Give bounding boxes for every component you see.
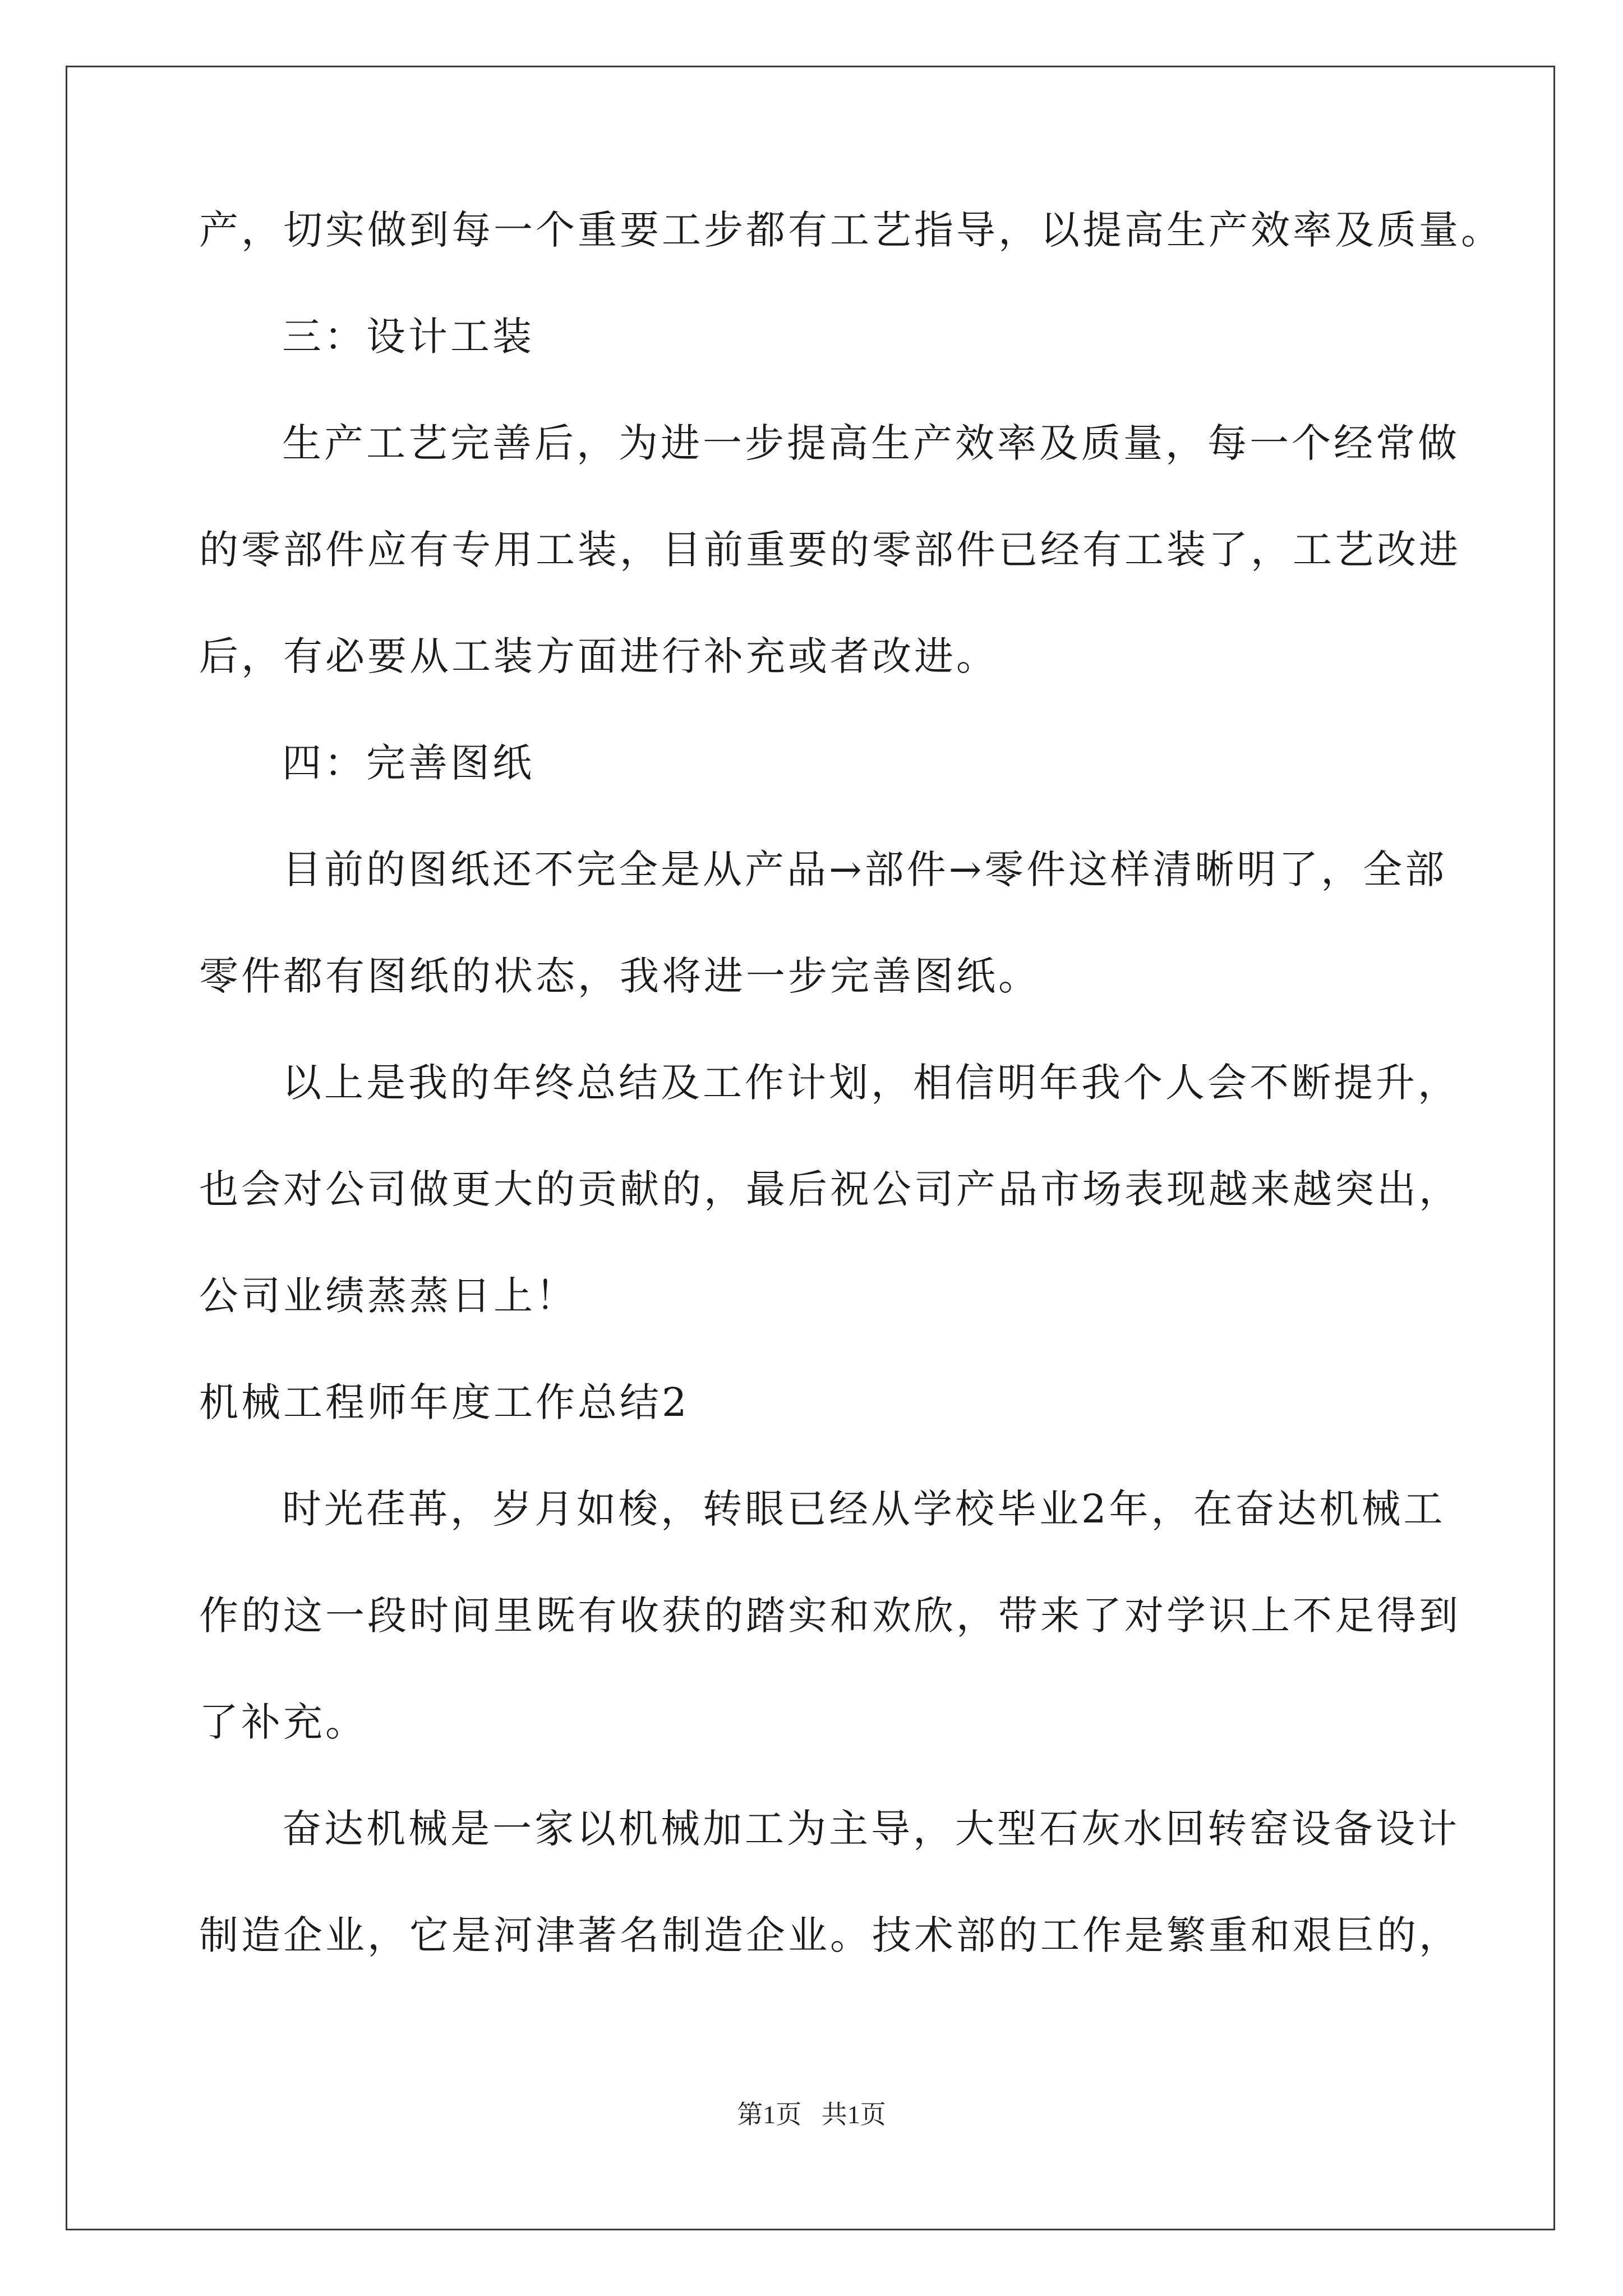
- text-line: 制造企业，它是河津著名制造企业。技术部的工作是繁重和艰巨的，: [199, 1912, 1461, 1958]
- page-number: 第1页: [737, 2100, 802, 2129]
- text-line: 了补充。: [199, 1699, 367, 1745]
- text-line: 以上是我的年终总结及工作计划，相信明年我个人会不断提升，: [282, 1060, 1460, 1106]
- section-heading: 三：设计工装: [282, 314, 534, 360]
- text-line: 的零部件应有专用工装，目前重要的零部件已经有工装了，工艺改进: [199, 527, 1461, 573]
- text-line: 也会对公司做更大的贡献的，最后祝公司产品市场表现越来越突出，: [199, 1166, 1461, 1212]
- text-line: 公司业绩蒸蒸日上！: [199, 1273, 578, 1319]
- text-line: 时光荏苒，岁月如梭，转眼已经从学校毕业2年，在奋达机械工: [282, 1486, 1446, 1532]
- document-title: 机械工程师年度工作总结2: [199, 1379, 690, 1425]
- section-heading: 四：完善图纸: [282, 740, 534, 786]
- text-line: 作的这一段时间里既有收获的踏实和欢欣，带来了对学识上不足得到: [199, 1593, 1461, 1639]
- text-line: 零件都有图纸的状态，我将进一步完善图纸。: [199, 953, 1040, 999]
- page-footer: [0, 2098, 1623, 2132]
- text-line: 奋达机械是一家以机械加工为主导，大型石灰水回转窑设备设计: [282, 1806, 1460, 1852]
- page-border: [66, 66, 1555, 2230]
- text-line: 后，有必要从工装方面进行补充或者改进。: [199, 633, 998, 679]
- text-line: 生产工艺完善后，为进一步提高生产效率及质量，每一个经常做: [282, 420, 1460, 466]
- page-total: 共1页: [821, 2100, 886, 2129]
- text-line: 产，切实做到每一个重要工步都有工艺指导，以提高生产效率及质量。: [199, 207, 1503, 253]
- text-line: 目前的图纸还不完全是从产品→部件→零件这样清晰明了，全部: [282, 846, 1447, 892]
